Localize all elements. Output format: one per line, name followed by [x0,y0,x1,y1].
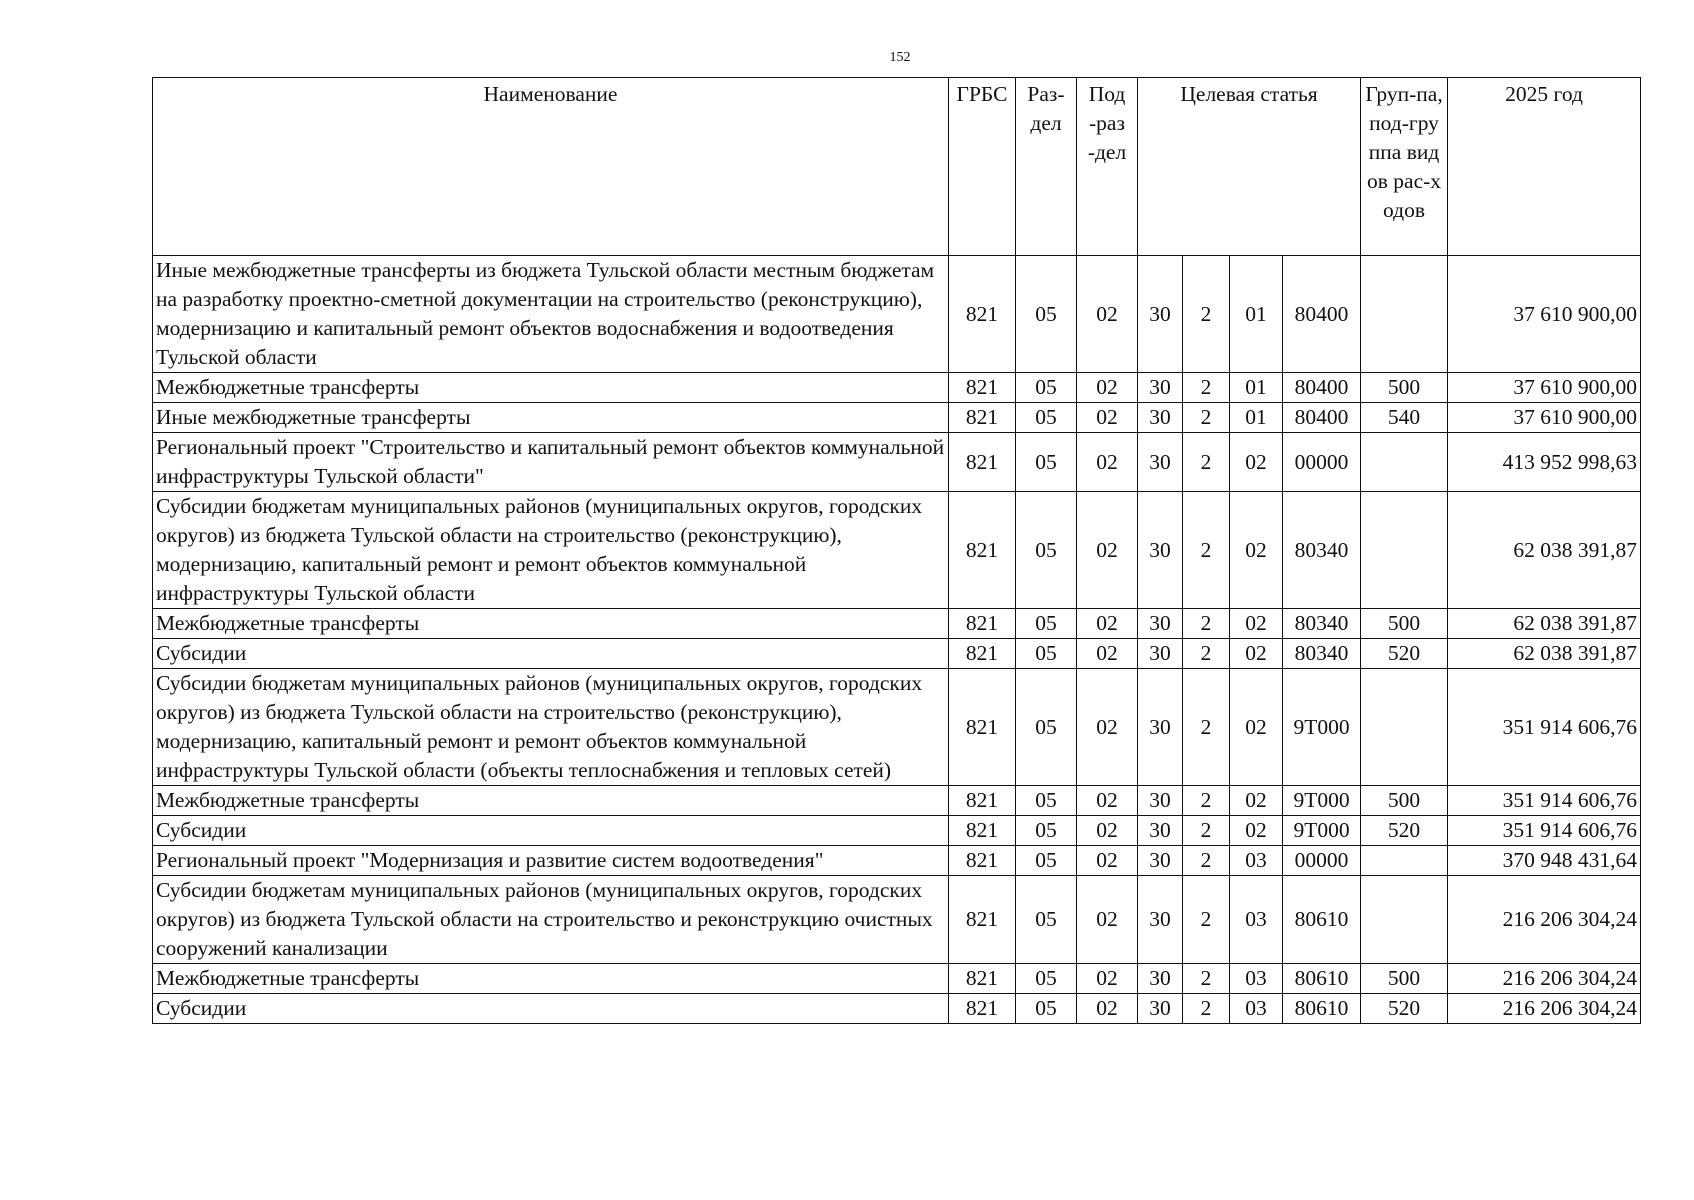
cell-target-direction: 80610 [1283,964,1361,994]
cell-target-element: 03 [1230,876,1283,964]
header-row [153,78,1641,256]
table-row [153,876,1641,964]
cell-target-type: 2 [1183,373,1230,403]
cell-amount: 216 206 304,24 [1448,876,1641,964]
table-row [153,639,1641,669]
cell-target-program: 30 [1138,816,1183,846]
header-podrazdel: Под-раз-дел [1077,78,1138,256]
cell-name: Субсидии [153,639,949,669]
page-number: 152 [889,50,911,65]
cell-target-type: 2 [1183,994,1230,1024]
cell-target-element: 02 [1230,433,1283,492]
table-row [153,609,1641,639]
cell-target-direction: 9Т000 [1283,786,1361,816]
cell-name: Иные межбюджетные трансферты из бюджета Тульской области местным бюджетам на разработку проектно-сметной документации на строительство (реконструкцию), модернизацию и капитальный ремонт объектов водоснабжения и водоотведения Тульской области [153,256,949,373]
cell-target-program: 30 [1138,403,1183,433]
cell-razdel: 05 [1016,669,1077,786]
cell-name: Иные межбюджетные трансферты [153,403,949,433]
cell-podrazdel: 02 [1077,846,1138,876]
cell-name: Региональный проект "Строительство и капитальный ремонт объектов коммунальной инфраструктуры Тульской области" [153,433,949,492]
header-year: 2025 год [1448,78,1641,256]
cell-razdel: 05 [1016,639,1077,669]
cell-target-direction: 00000 [1283,846,1361,876]
cell-target-type: 2 [1183,846,1230,876]
cell-amount: 37 610 900,00 [1448,256,1641,373]
table-row [153,846,1641,876]
cell-target-direction: 80340 [1283,609,1361,639]
cell-grbs: 821 [949,786,1016,816]
cell-amount: 62 038 391,87 [1448,609,1641,639]
cell-grbs: 821 [949,876,1016,964]
cell-razdel: 05 [1016,816,1077,846]
cell-name: Межбюджетные трансферты [153,786,949,816]
cell-razdel: 05 [1016,846,1077,876]
cell-razdel: 05 [1016,256,1077,373]
cell-amount: 413 952 998,63 [1448,433,1641,492]
cell-target-program: 30 [1138,609,1183,639]
cell-expense-group: 500 [1361,964,1448,994]
cell-grbs: 821 [949,639,1016,669]
cell-expense-group: 500 [1361,609,1448,639]
cell-target-type: 2 [1183,256,1230,373]
cell-grbs: 821 [949,373,1016,403]
cell-name: Межбюджетные трансферты [153,964,949,994]
cell-target-element: 03 [1230,964,1283,994]
cell-target-element: 01 [1230,256,1283,373]
cell-expense-group [1361,433,1448,492]
cell-expense-group [1361,846,1448,876]
cell-amount: 37 610 900,00 [1448,403,1641,433]
table-row [153,816,1641,846]
cell-target-program: 30 [1138,786,1183,816]
header-grbs: ГРБС [949,78,1016,256]
cell-razdel: 05 [1016,876,1077,964]
budget-table [152,77,1641,1024]
cell-target-direction: 80400 [1283,256,1361,373]
cell-amount: 351 914 606,76 [1448,786,1641,816]
cell-target-element: 03 [1230,994,1283,1024]
cell-razdel: 05 [1016,994,1077,1024]
cell-razdel: 05 [1016,403,1077,433]
cell-podrazdel: 02 [1077,403,1138,433]
table-row [153,994,1641,1024]
cell-amount: 351 914 606,76 [1448,669,1641,786]
cell-target-direction: 80400 [1283,403,1361,433]
table-row [153,786,1641,816]
cell-target-program: 30 [1138,994,1183,1024]
cell-target-element: 01 [1230,403,1283,433]
table-row [153,256,1641,373]
cell-podrazdel: 02 [1077,786,1138,816]
cell-target-direction: 9Т000 [1283,816,1361,846]
cell-podrazdel: 02 [1077,433,1138,492]
cell-podrazdel: 02 [1077,816,1138,846]
cell-amount: 37 610 900,00 [1448,373,1641,403]
cell-expense-group: 540 [1361,403,1448,433]
cell-target-element: 02 [1230,639,1283,669]
cell-target-type: 2 [1183,816,1230,846]
cell-target-type: 2 [1183,669,1230,786]
cell-expense-group: 500 [1361,373,1448,403]
cell-grbs: 821 [949,994,1016,1024]
header-razdel: Раз-дел [1016,78,1077,256]
cell-target-program: 30 [1138,256,1183,373]
cell-amount: 351 914 606,76 [1448,816,1641,846]
cell-expense-group [1361,669,1448,786]
cell-podrazdel: 02 [1077,994,1138,1024]
cell-podrazdel: 02 [1077,609,1138,639]
cell-podrazdel: 02 [1077,639,1138,669]
cell-amount: 216 206 304,24 [1448,994,1641,1024]
cell-name: Субсидии [153,816,949,846]
cell-target-direction: 9Т000 [1283,669,1361,786]
cell-target-direction: 80340 [1283,639,1361,669]
cell-target-element: 03 [1230,846,1283,876]
cell-grbs: 821 [949,256,1016,373]
cell-target-program: 30 [1138,639,1183,669]
cell-target-type: 2 [1183,609,1230,639]
cell-name: Субсидии бюджетам муниципальных районов (муниципальных округов, городских округов) из бюджета Тульской области на строительство и реконструкцию очистных сооружений канализации [153,876,949,964]
cell-amount: 216 206 304,24 [1448,964,1641,994]
cell-podrazdel: 02 [1077,492,1138,609]
cell-target-program: 30 [1138,846,1183,876]
cell-grbs: 821 [949,403,1016,433]
cell-grbs: 821 [949,609,1016,639]
cell-expense-group: 500 [1361,786,1448,816]
cell-grbs: 821 [949,433,1016,492]
cell-target-direction: 80340 [1283,492,1361,609]
cell-target-element: 02 [1230,669,1283,786]
header-group: Груп-па, под-группа видов рас-ходов [1361,78,1448,256]
table-row [153,669,1641,786]
cell-target-direction: 00000 [1283,433,1361,492]
cell-razdel: 05 [1016,492,1077,609]
cell-target-element: 02 [1230,609,1283,639]
cell-razdel: 05 [1016,433,1077,492]
cell-amount: 370 948 431,64 [1448,846,1641,876]
cell-target-element: 01 [1230,373,1283,403]
cell-target-type: 2 [1183,876,1230,964]
cell-target-element: 02 [1230,786,1283,816]
cell-razdel: 05 [1016,609,1077,639]
cell-target-direction: 80610 [1283,994,1361,1024]
table-row [153,964,1641,994]
cell-name: Региональный проект "Модернизация и развитие систем водоотведения" [153,846,949,876]
header-name: Наименование [153,78,949,256]
cell-target-type: 2 [1183,492,1230,609]
cell-target-direction: 80610 [1283,876,1361,964]
cell-expense-group: 520 [1361,639,1448,669]
table-row [153,492,1641,609]
cell-podrazdel: 02 [1077,256,1138,373]
cell-grbs: 821 [949,669,1016,786]
table-row [153,373,1641,403]
cell-expense-group [1361,492,1448,609]
table-row [153,403,1641,433]
cell-target-program: 30 [1138,373,1183,403]
cell-target-type: 2 [1183,433,1230,492]
cell-grbs: 821 [949,846,1016,876]
cell-name: Субсидии бюджетам муниципальных районов (муниципальных округов, городских округов) из бюджета Тульской области на строительство (реконструкцию), модернизацию, капитальный ремонт и ремонт объектов коммунальной инфраструктуры Тульской области (объекты теплоснабжения и тепловых сетей) [153,669,949,786]
table-body [153,256,1641,1024]
cell-grbs: 821 [949,492,1016,609]
cell-podrazdel: 02 [1077,964,1138,994]
cell-name: Межбюджетные трансферты [153,609,949,639]
header-target: Целевая статья [1138,78,1361,256]
cell-expense-group: 520 [1361,994,1448,1024]
cell-razdel: 05 [1016,786,1077,816]
cell-target-type: 2 [1183,786,1230,816]
cell-razdel: 05 [1016,964,1077,994]
cell-target-element: 02 [1230,492,1283,609]
cell-target-element: 02 [1230,816,1283,846]
cell-target-type: 2 [1183,403,1230,433]
cell-target-program: 30 [1138,876,1183,964]
cell-podrazdel: 02 [1077,876,1138,964]
cell-name: Субсидии [153,994,949,1024]
cell-target-direction: 80400 [1283,373,1361,403]
cell-target-type: 2 [1183,639,1230,669]
cell-razdel: 05 [1016,373,1077,403]
cell-amount: 62 038 391,87 [1448,492,1641,609]
cell-target-program: 30 [1138,433,1183,492]
cell-expense-group [1361,256,1448,373]
cell-amount: 62 038 391,87 [1448,639,1641,669]
cell-expense-group: 520 [1361,816,1448,846]
cell-podrazdel: 02 [1077,669,1138,786]
cell-grbs: 821 [949,964,1016,994]
cell-target-program: 30 [1138,964,1183,994]
cell-podrazdel: 02 [1077,373,1138,403]
cell-name: Межбюджетные трансферты [153,373,949,403]
cell-target-type: 2 [1183,964,1230,994]
cell-grbs: 821 [949,816,1016,846]
table-row [153,433,1641,492]
cell-target-program: 30 [1138,492,1183,609]
cell-name: Субсидии бюджетам муниципальных районов (муниципальных округов, городских округов) из бюджета Тульской области на строительство (реконструкцию), модернизацию, капитальный ремонт и ремонт объектов коммунальной инфраструктуры Тульской области [153,492,949,609]
cell-target-program: 30 [1138,669,1183,786]
cell-expense-group [1361,876,1448,964]
